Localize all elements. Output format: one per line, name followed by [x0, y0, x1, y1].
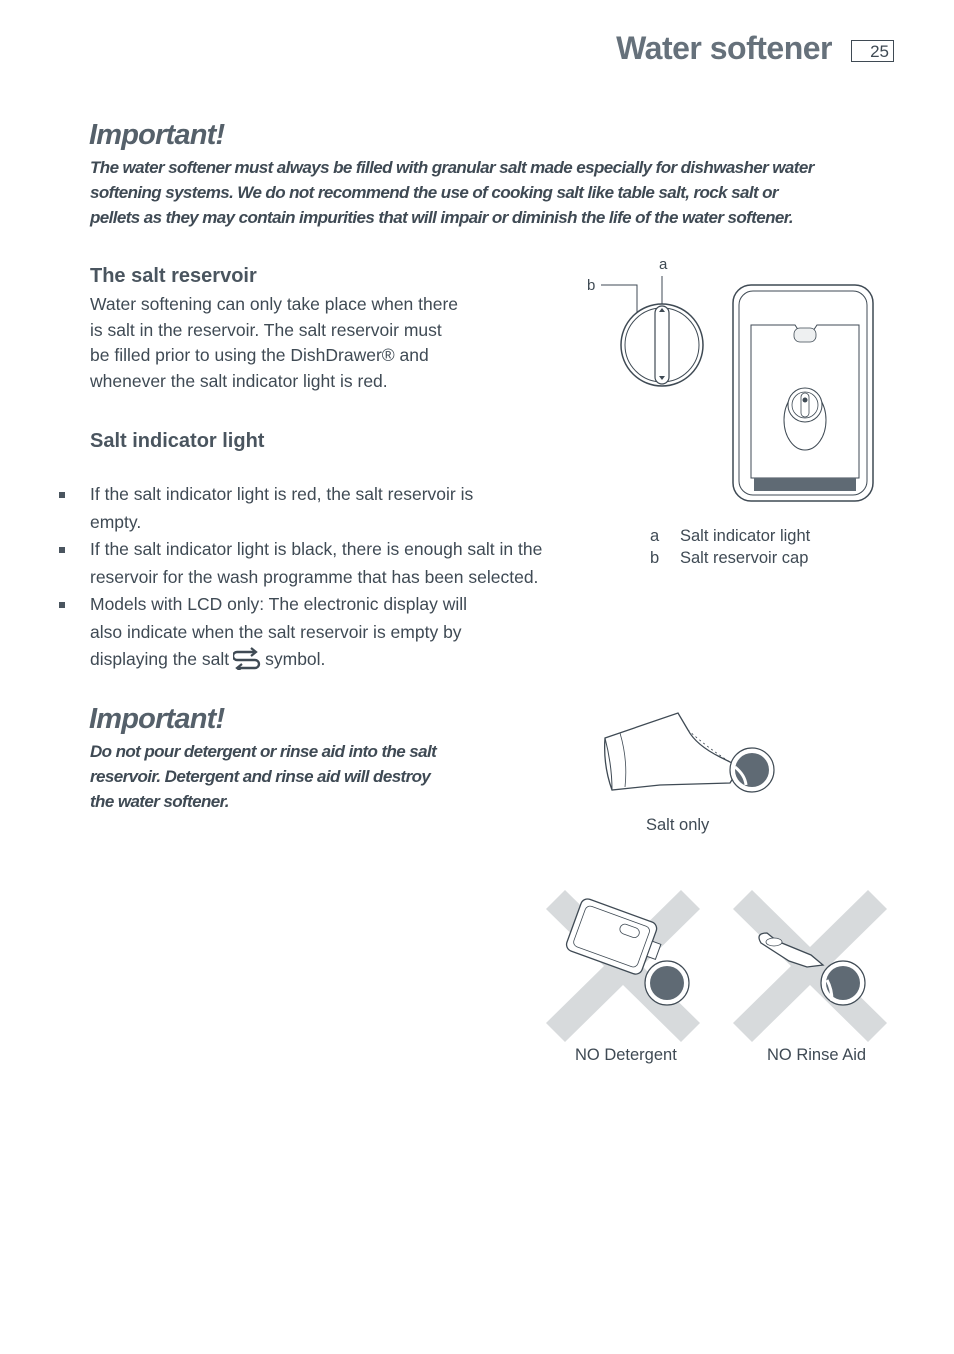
bullet-text: displaying the salt — [90, 649, 230, 669]
bullet-line: empty. — [90, 511, 142, 532]
salt-reservoir-icon — [733, 285, 873, 501]
legend-text: Salt reservoir cap — [680, 549, 809, 567]
important-line: Do not pour detergent or rinse aid into the salt — [90, 742, 437, 761]
important-line: pellets as they may contain impurities that will impair or diminish the life of the water softener. — [90, 208, 793, 227]
bullet-line — [90, 646, 590, 679]
salt-indicator-list — [90, 481, 590, 679]
important-text-1 — [90, 155, 850, 230]
legend-key: b — [650, 549, 660, 567]
bullet-line: If the salt indicator light is black, there is enough salt in the — [90, 539, 543, 559]
salt-only-caption: Salt only — [646, 816, 710, 834]
salt-reservoir-cap-icon — [601, 276, 703, 386]
important-line: The water softener must always be filled with granular salt made especially for dishwasher water — [90, 158, 814, 177]
important-text-2 — [90, 739, 490, 814]
important-heading-2: Important! — [89, 703, 225, 735]
salt-indicator-heading: Salt indicator light — [90, 430, 265, 452]
label-a: a — [659, 256, 668, 273]
figure-legend — [650, 525, 810, 569]
list-item — [90, 536, 590, 591]
salt-only-illustration — [600, 705, 780, 800]
legend-row — [650, 525, 810, 547]
bullet-line: Models with LCD only: The electronic display will — [90, 594, 468, 614]
legend-row — [650, 547, 810, 569]
page-number — [851, 40, 894, 62]
legend-text: Salt indicator light — [680, 527, 811, 545]
list-item — [90, 481, 590, 536]
page-number-text: 25 — [870, 42, 889, 61]
body-line: be filled prior to using the DishDrawer® and — [90, 345, 429, 365]
bullet-line: also indicate when the salt reservoir is empty by — [90, 621, 462, 642]
salt-reservoir-heading: The salt reservoir — [90, 265, 257, 287]
salt-pack-icon — [605, 713, 740, 790]
important-heading-1: Important! — [89, 119, 225, 151]
no-rinse-aid-icon — [733, 890, 887, 1042]
no-rinse-aid-caption: NO Rinse Aid — [767, 1046, 867, 1064]
bullet-icon — [59, 492, 65, 498]
body-line: is salt in the reservoir. The salt reservoir must — [90, 319, 442, 340]
important-line: the water softener. — [90, 792, 229, 811]
no-detergent-icon — [546, 890, 700, 1042]
reservoir-opening-icon — [730, 748, 774, 792]
list-item — [90, 591, 590, 679]
bullet-text: symbol. — [265, 649, 326, 669]
no-detergent-caption: NO Detergent — [575, 1046, 677, 1064]
bullet-icon — [59, 547, 65, 553]
page-title: Water softener — [616, 30, 832, 66]
bullet-line: If the salt indicator light is red, the salt reservoir is — [90, 484, 474, 504]
salt-reservoir-diagram — [575, 250, 885, 510]
bullet-icon — [59, 602, 65, 608]
prohibited-products-illustration — [545, 885, 890, 1050]
important-line: reservoir. Detergent and rinse aid will destroy — [90, 767, 431, 786]
important-line: softening systems. We do not recommend the use of cooking salt like table salt, rock salt or — [90, 183, 778, 202]
label-b: b — [587, 277, 596, 294]
body-line: Water softening can only take place when there — [90, 294, 459, 314]
salt-reservoir-text — [90, 292, 520, 394]
body-line: whenever the salt indicator light is red. — [90, 370, 388, 391]
bullet-line: reservoir for the wash programme that has been selected. — [90, 566, 539, 587]
salt-cycle-icon — [233, 646, 261, 679]
legend-key: a — [650, 527, 660, 545]
